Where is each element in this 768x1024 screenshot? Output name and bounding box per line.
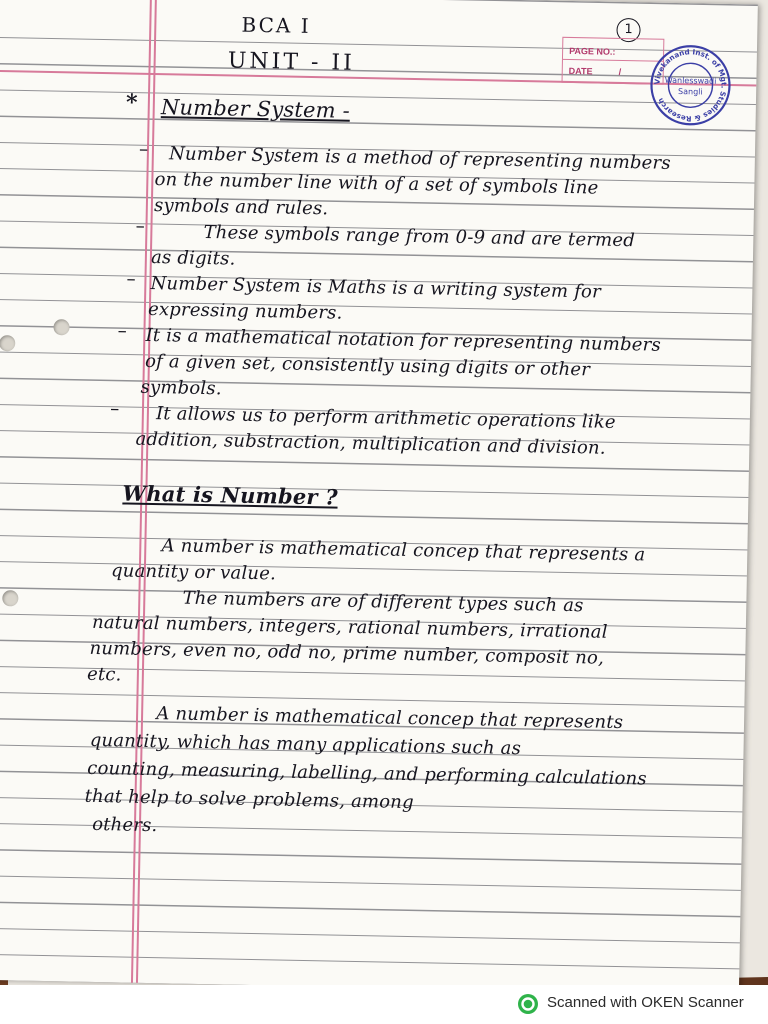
text-line: The numbers are of different types such as [182, 587, 584, 617]
text-line: Number System is Maths is a writing system for [150, 272, 602, 303]
scanner-footer [0, 985, 768, 1024]
dash-marker: – [109, 398, 120, 420]
text-line: quantity or value. [110, 560, 277, 585]
text-line: natural numbers, integers, rational numbers, irrational [91, 611, 608, 643]
dash-marker: – [135, 215, 146, 237]
text-line: counting, measuring, labelling, and performing calculations [87, 757, 648, 790]
text-line: symbols. [140, 376, 222, 400]
text-line: A number is mathematical concep that represents [156, 703, 624, 734]
text-line: A number is mathematical concep that represents a [161, 535, 646, 566]
stamp-ring-text: Vivekanand Inst. of Mgt. Studies & Research [652, 47, 729, 124]
section-title-what-is-number: What is Number ? [122, 480, 338, 510]
stamp-center-line1: Wanlesswadi [664, 75, 717, 86]
text-line: as digits. [150, 246, 236, 270]
text-line: on the number line with of a set of symbols line [154, 169, 599, 199]
institute-stamp [648, 42, 734, 128]
text-line: addition, substraction, multiplication and division. [135, 428, 606, 459]
text-line: It is a mathematical notation for representing numbers [145, 324, 662, 356]
bullet-marker: * [125, 89, 139, 116]
text-line: These symbols range from 0-9 and are termed [203, 221, 636, 252]
text-line: of a given set, consistently using digits or other [144, 350, 591, 381]
text-line: others. [91, 813, 158, 837]
oken-scanner-logo-icon [517, 993, 539, 1015]
text-line: expressing numbers. [147, 298, 343, 324]
date-label: DATE [568, 65, 593, 77]
dash-marker: – [117, 320, 128, 342]
class-label: BCA I [241, 12, 311, 38]
text-line: etc. [86, 663, 122, 686]
text-line: that help to solve problems, among [84, 785, 414, 814]
dash-marker: – [126, 268, 137, 290]
text-line: It allows us to perform arithmetic operations like [155, 403, 616, 433]
text-line: numbers, even no, odd no, prime number, composit no, [89, 637, 605, 669]
page-number: 1 [616, 18, 640, 42]
date-slash: / [618, 66, 622, 77]
section-title-number-system: Number System - [160, 95, 351, 123]
stamp-center-line2: Sangli [677, 87, 703, 97]
page-no-label: PAGE NO.: [569, 45, 616, 57]
text-line: symbols and rules. [153, 194, 329, 220]
scanner-text: Scanned with OKEN Scanner [547, 994, 744, 1011]
dash-marker: – [138, 138, 149, 160]
text-line: Number System is a method of representing numbers [168, 143, 671, 174]
text-line: quantity, which has many applications such as [89, 729, 522, 760]
unit-label: UNIT - II [227, 48, 356, 76]
